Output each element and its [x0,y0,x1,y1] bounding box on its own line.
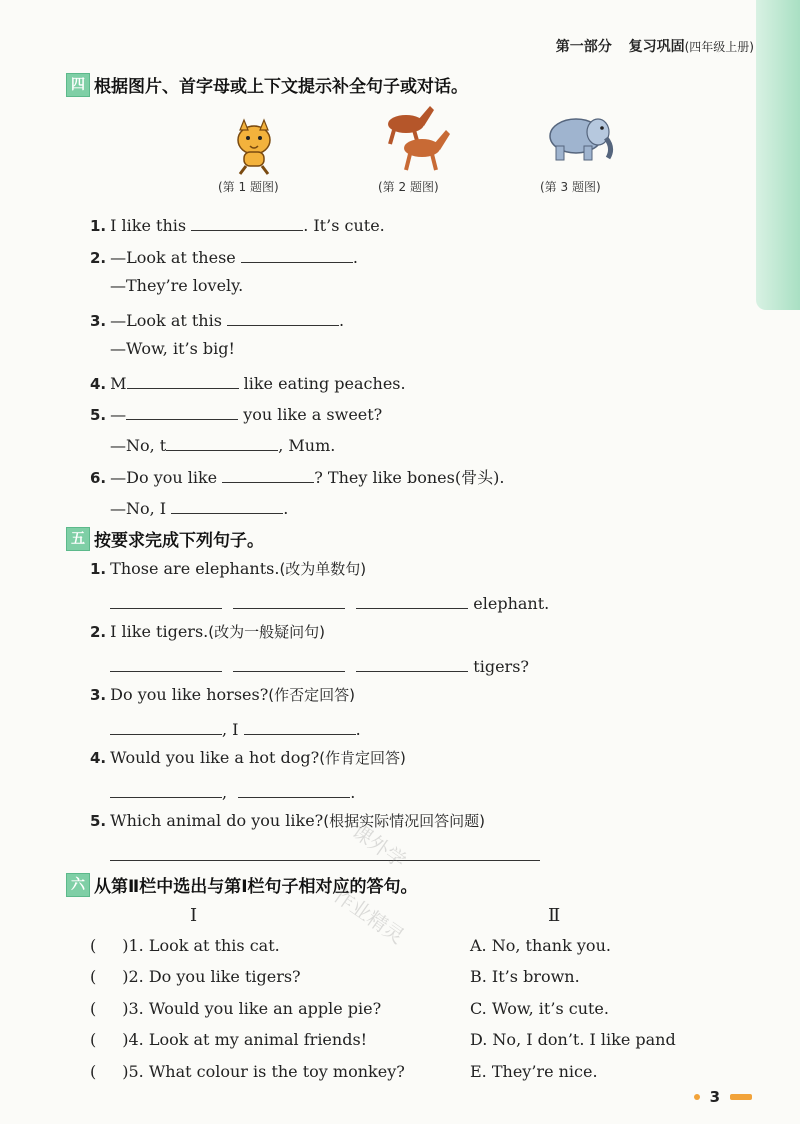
match-question: )1. Look at this cat. [122,936,280,955]
answer-blank[interactable] [233,590,345,609]
s5-q4-answer [110,779,355,802]
q-text: tigers? [473,657,529,676]
q-text: ? They like bones(骨头). [314,468,505,487]
page-marker-dot [694,1094,700,1100]
answer-blank[interactable] [110,590,222,609]
answer-blank[interactable] [356,590,468,609]
section-5-badge: 五 [66,527,90,551]
match-answer: C. Wow, it’s cute. [470,999,609,1018]
q-text: Do you like horses? [110,685,269,704]
answer-blank[interactable] [241,244,353,263]
section-4-instruction: 根据图片、首字母或上下文提示补全句子或对话。 [94,77,468,97]
watermark-text-2: 作业精灵 [329,882,409,949]
s5-q3-answer [110,716,361,739]
answer-blank[interactable] [238,779,350,798]
q-text: . It’s cute. [303,216,385,235]
q-hint: (根据实际情况回答问题) [323,812,485,830]
page-number-text: 3 [709,1088,720,1106]
answer-blank[interactable] [110,842,540,861]
match-question-row [90,1030,367,1049]
answer-paren[interactable]: ( [90,967,97,986]
q-text: like eating peaches. [243,374,406,393]
column-1-header: Ⅰ [190,905,198,926]
answer-blank[interactable] [171,495,283,514]
match-question: )5. What colour is the toy monkey? [122,1062,405,1081]
header-part: 第一部分 [555,39,612,55]
s4-q3 [90,307,344,330]
s4-q5 [90,401,382,424]
question-number: 3. [90,312,107,330]
caption-3: (第 3 题图) [540,180,601,194]
q-text: you like a sweet? [243,405,383,424]
match-question-row [90,1062,405,1081]
s5-q1-answer [110,590,549,613]
answer-blank[interactable] [356,653,468,672]
answer-paren[interactable]: ( [90,1030,97,1049]
header-title: 复习巩固 [628,39,685,55]
q-text: I like this [110,216,187,235]
s5-q2-answer [110,653,529,676]
column-2-header: Ⅱ [548,905,561,926]
page-marker-bar [730,1094,752,1100]
answer-blank[interactable] [110,653,222,672]
section-4-title [66,72,468,97]
question-number: 2. [90,623,107,641]
match-question-row [90,967,301,986]
q-text: , Mum. [278,436,336,455]
question-number: 1. [90,217,107,235]
caption-2: (第 2 题图) [378,180,439,194]
answer-blank[interactable] [244,716,356,735]
answer-blank[interactable] [222,464,314,483]
q-text: —Do you like [110,468,218,487]
question-number: 5. [90,406,107,424]
answer-blank[interactable] [191,212,303,231]
q-text: — [110,405,127,424]
q-text: . [352,248,358,267]
question-number: 5. [90,812,107,830]
answer-paren[interactable]: ( [90,936,97,955]
q-text: I like tigers. [110,622,209,641]
match-question-row [90,936,280,955]
match-question: )4. Look at my animal friends! [122,1030,368,1049]
caption-1: (第 1 题图) [218,180,279,194]
match-answer: A. No, thank you. [470,936,611,955]
section-4-badge: 四 [66,73,90,97]
q-text: . [283,499,289,518]
s4-q5-reply [110,432,335,455]
section-6-badge: 六 [66,873,90,897]
q-text: . [339,311,345,330]
question-number: 4. [90,749,107,767]
s4-q6-reply [110,495,288,518]
s4-q3-reply: —Wow, it’s big! [110,339,235,358]
page-header [544,36,754,56]
question-number: 4. [90,375,107,393]
match-answer: B. It’s brown. [470,967,580,986]
q-text: elephant. [473,594,550,613]
q-text: Would you like a hot dog? [110,748,320,767]
question-number: 1. [90,560,107,578]
question-number: 3. [90,686,107,704]
elephant-icon [540,112,614,162]
horses-icon [378,102,452,172]
s4-q1 [90,212,385,235]
s5-q1 [90,558,366,579]
q-text: —Look at these [110,248,236,267]
q-hint: (改为单数句) [279,560,367,578]
section-5-instruction: 按要求完成下列句子。 [94,531,264,551]
answer-blank[interactable] [227,307,339,326]
watermark-text-1: 课外学 [347,818,411,873]
answer-blank[interactable] [110,716,222,735]
q-text: , I [222,720,239,739]
s5-q3 [90,684,355,705]
header-grade: (四年级上册) [684,40,754,54]
q-text: Those are elephants. [110,559,280,578]
s5-q4 [90,747,406,768]
match-answer: E. They’re nice. [470,1062,598,1081]
question-number: 6. [90,469,107,487]
s5-q5 [90,810,485,831]
q-text: —No, t [110,436,167,455]
answer-blank[interactable] [127,370,239,389]
answer-paren[interactable]: ( [90,1062,97,1081]
side-tab-strip [756,0,800,310]
match-question: )2. Do you like tigers? [122,967,301,986]
answer-blank[interactable] [166,432,278,451]
q-hint: (作否定回答) [268,686,356,704]
q-text: , [222,783,228,802]
answer-blank[interactable] [233,653,345,672]
page-number [694,1088,752,1106]
match-question: )3. Would you like an apple pie? [122,999,382,1018]
match-question-row [90,999,381,1018]
question-number: 2. [90,249,107,267]
q-text: —No, I [110,499,167,518]
q-text: M [110,374,127,393]
answer-blank[interactable] [126,401,238,420]
q-text: —Look at this [110,311,222,330]
q-text: Which animal do you like? [110,811,324,830]
section-6-instruction: 从第Ⅱ栏中选出与第Ⅰ栏句子相对应的答句。 [94,877,418,897]
s5-q2 [90,621,325,642]
q-hint: (改为一般疑问句) [208,623,325,641]
answer-paren[interactable]: ( [90,999,97,1018]
answer-blank[interactable] [110,779,222,798]
s4-q6 [90,464,504,488]
s5-q5-answer [110,842,540,865]
q-text: . [350,783,356,802]
q-hint: (作肯定回答) [319,749,406,767]
section-5-title [66,526,264,551]
s4-q2-reply: —They’re lovely. [110,276,244,295]
tiger-cartoon-icon [226,118,282,176]
s4-q4 [90,370,406,393]
q-text: . [355,720,361,739]
match-answer: D. No, I don’t. I like pand [470,1030,676,1049]
s4-q2 [90,244,358,267]
